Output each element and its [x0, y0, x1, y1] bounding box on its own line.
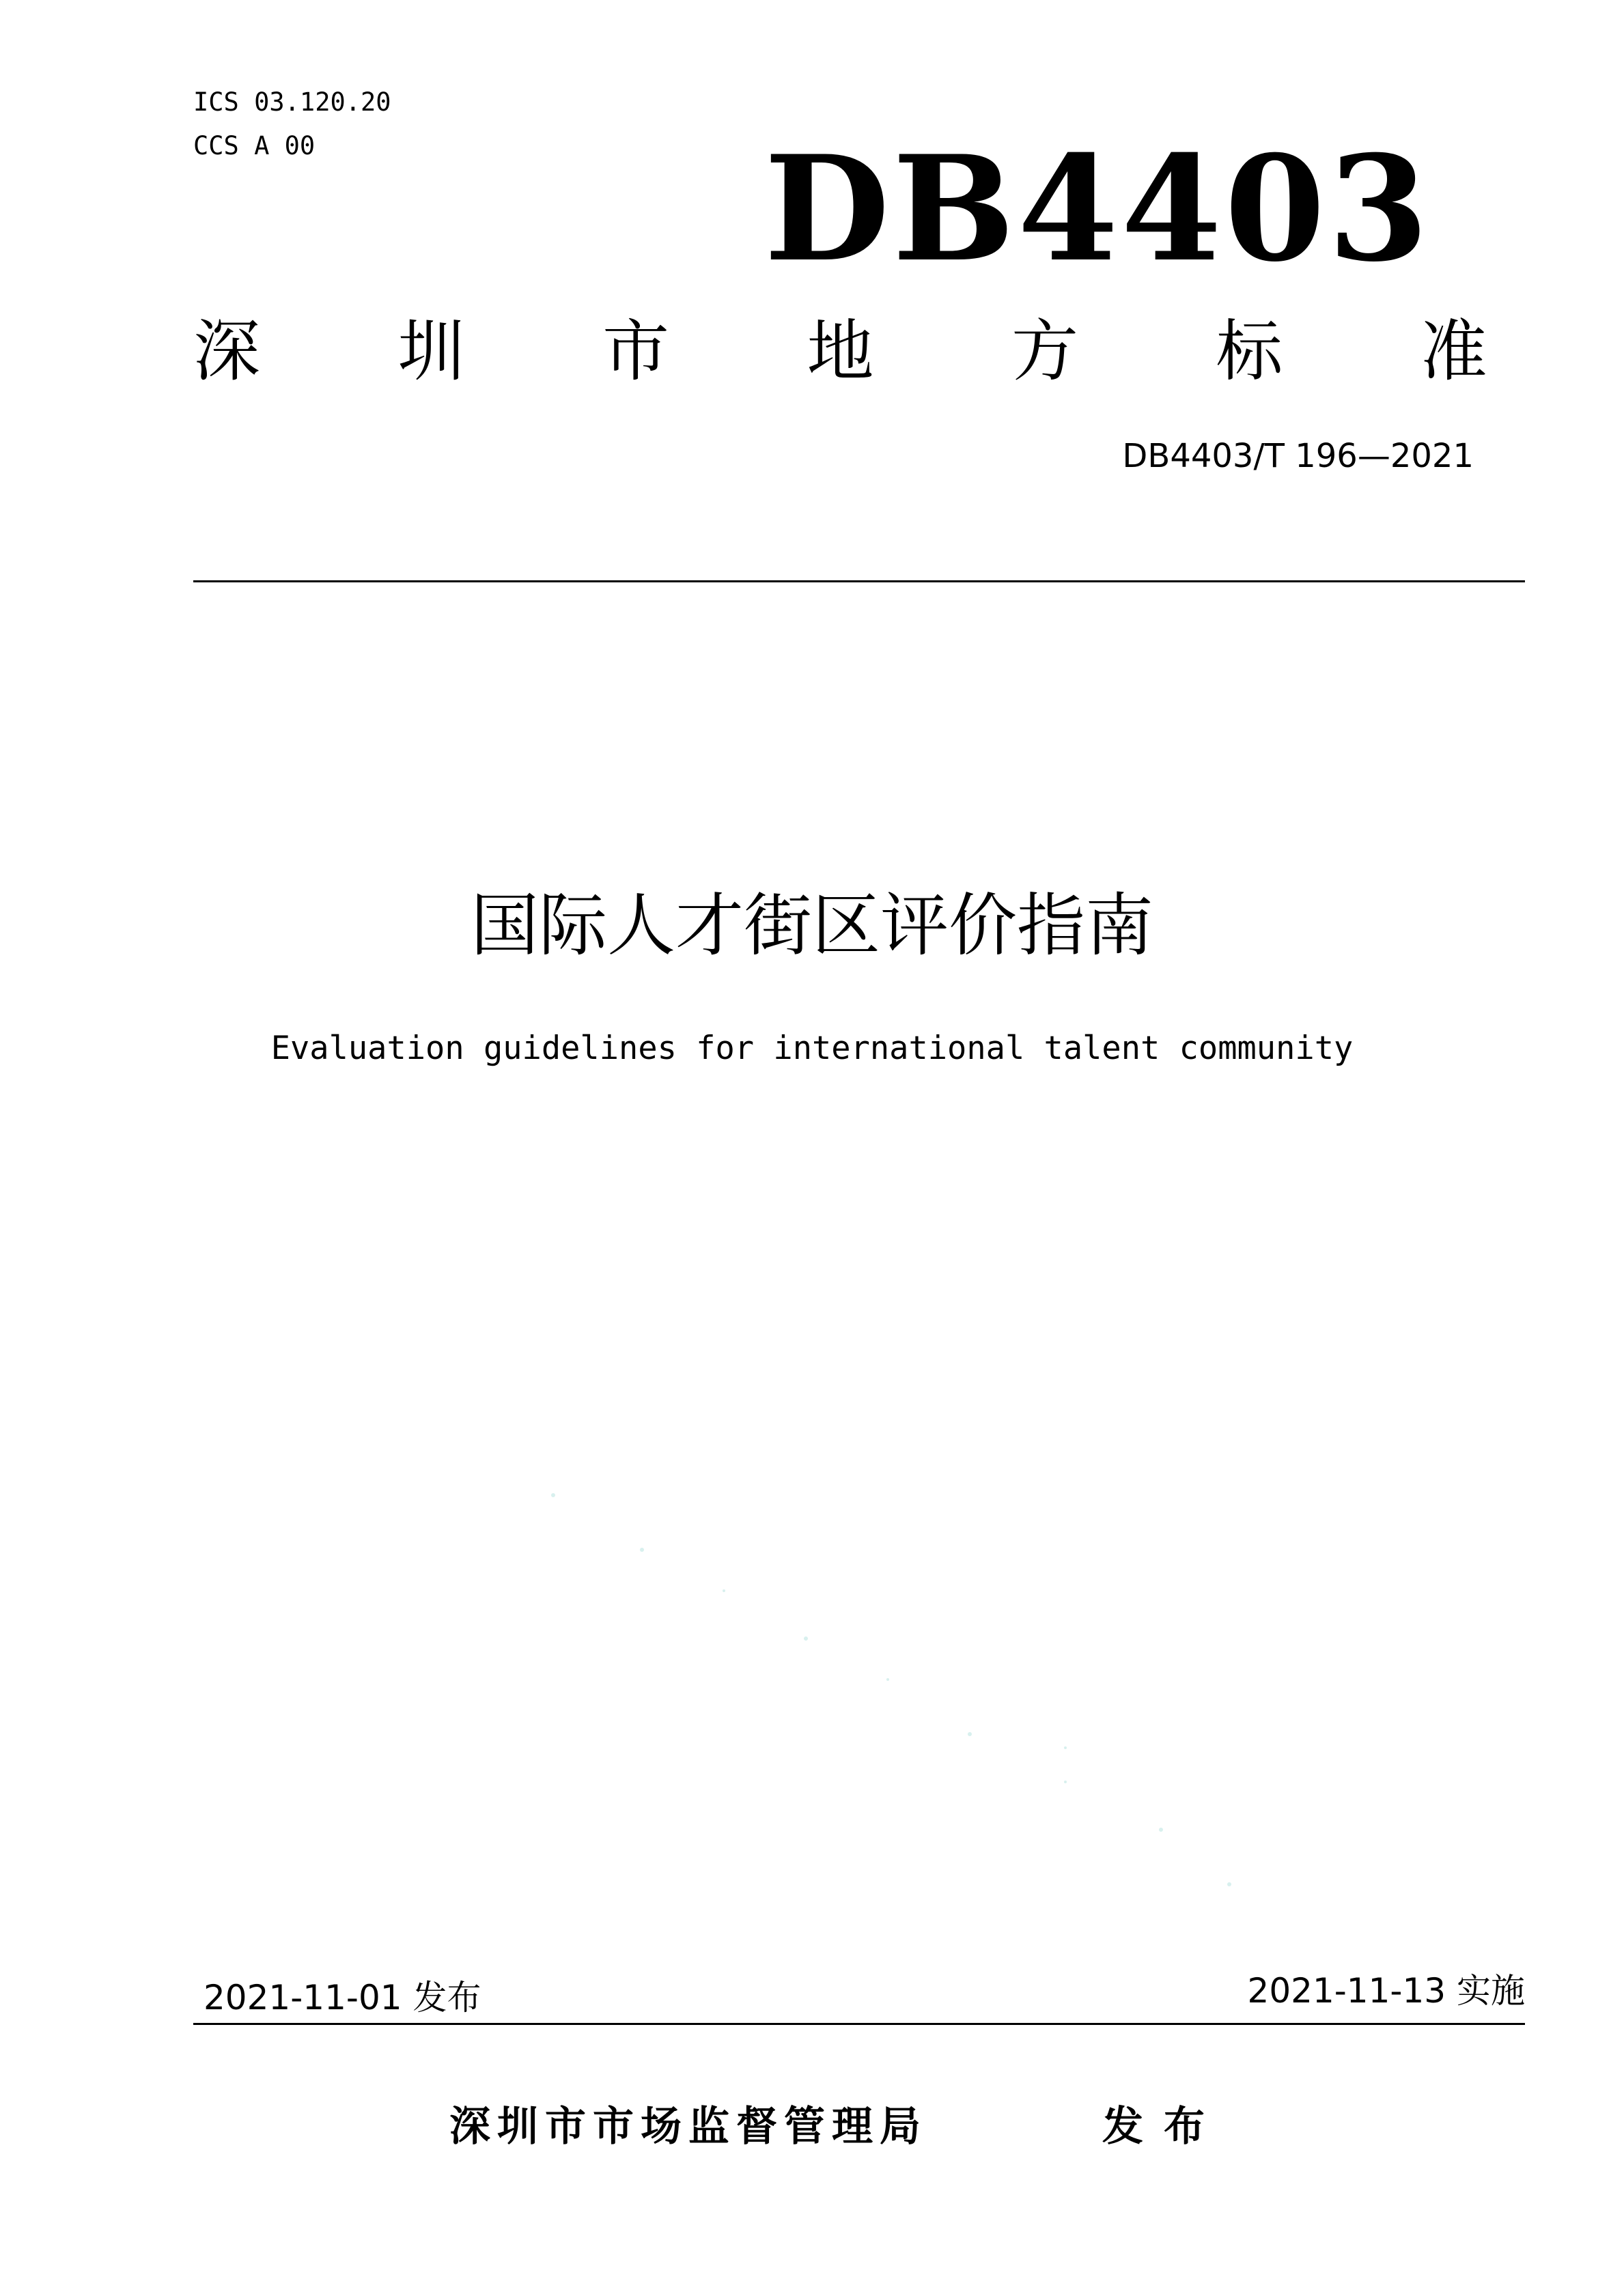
standard-type-char: 圳: [397, 313, 465, 391]
implementation-date: 2021-11-13 实施: [1247, 1971, 1525, 2011]
standard-type-char: 地: [807, 313, 874, 391]
ics-code: ICS 03.120.20: [193, 87, 391, 117]
standard-type-heading: [193, 315, 1487, 389]
bottom-divider: [193, 2023, 1525, 2025]
top-divider: [193, 580, 1525, 582]
document-title-english: Evaluation guidelines for international talent community: [270, 1030, 1354, 1067]
ccs-code: CCS A 00: [193, 131, 316, 160]
standard-type-char: 方: [1011, 313, 1078, 391]
standard-type-char: 深: [193, 313, 261, 391]
standard-number: DB4403/T 196—2021: [1122, 437, 1474, 475]
standard-logo: DB4403: [764, 124, 1431, 294]
standard-type-char: 标: [1216, 313, 1283, 391]
document-title-chinese: 国际人才街区评价指南: [471, 885, 1153, 965]
standard-type-char: 市: [602, 313, 669, 391]
issue-date: 2021-11-01 发布: [204, 1978, 481, 2017]
classification-codes: [193, 81, 391, 168]
issuing-authority: 深圳市市场监督管理局: [449, 2103, 927, 2151]
issued-label: 发布: [1102, 2103, 1225, 2151]
standard-type-char: 准: [1420, 313, 1487, 391]
